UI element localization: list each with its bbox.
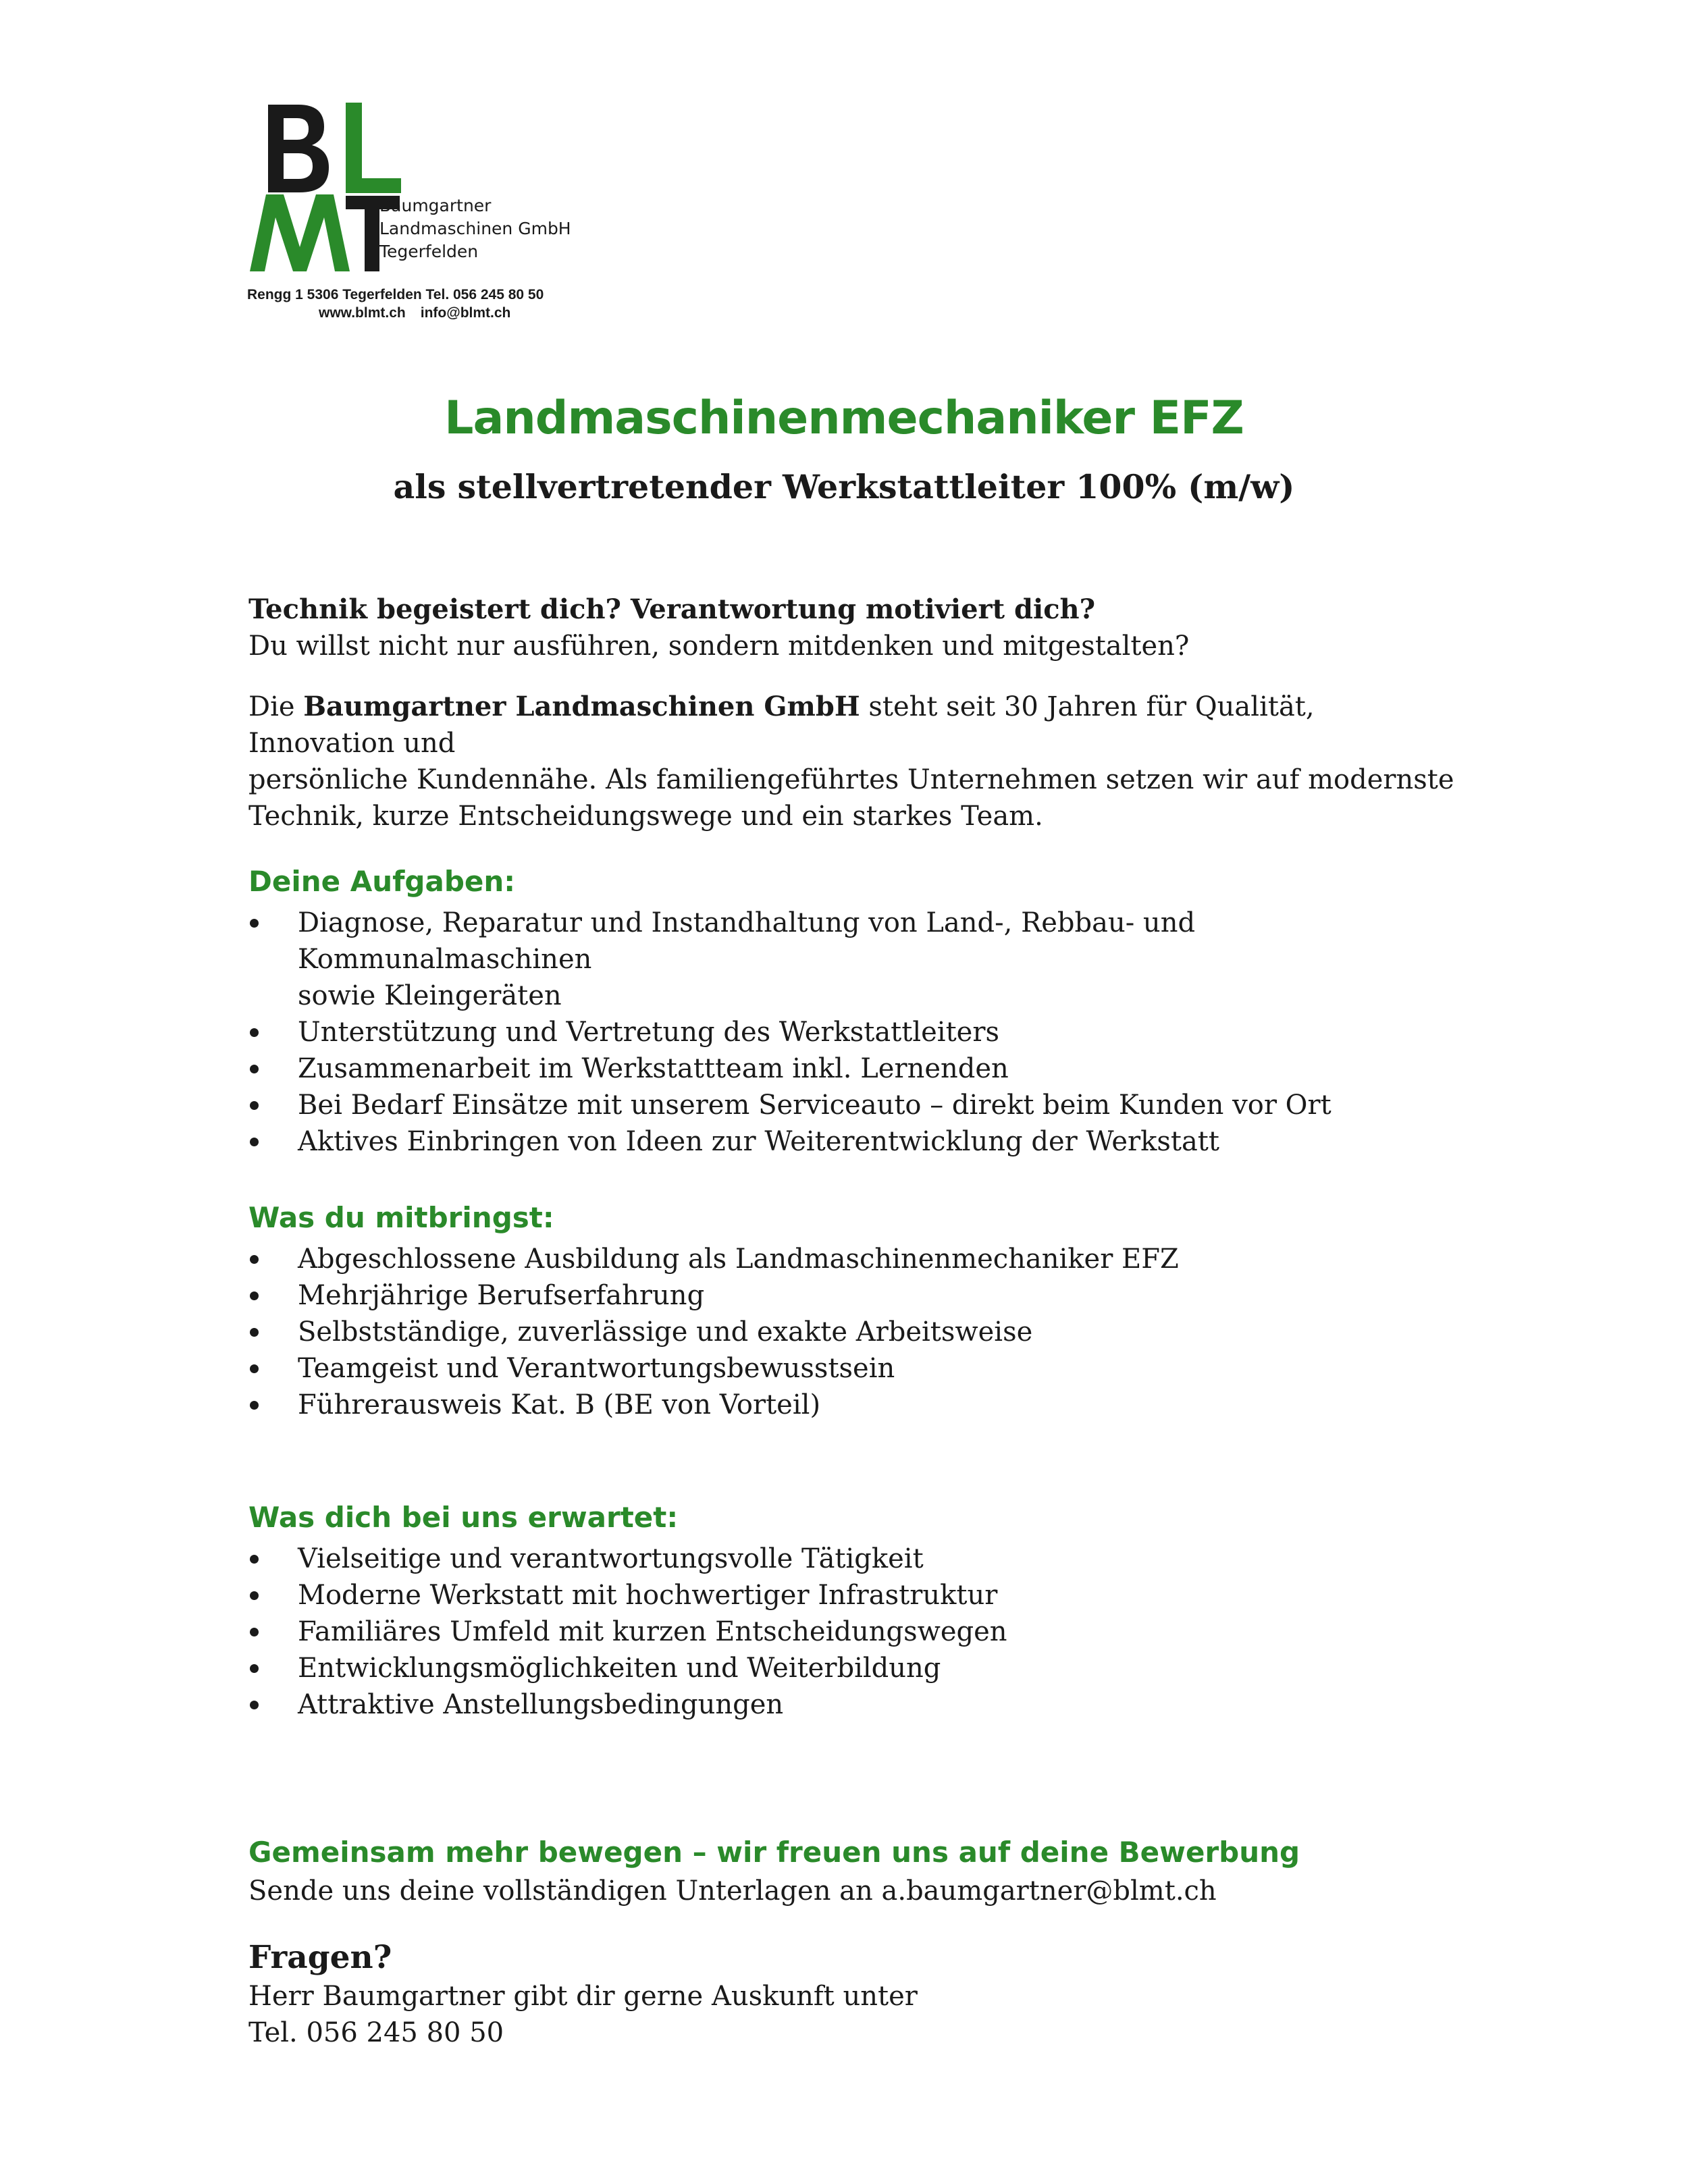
bullet-icon bbox=[250, 1291, 259, 1300]
list-item: Unterstützung und Vertretung des Werkstattleiters bbox=[248, 1014, 1464, 1050]
bullet-icon bbox=[250, 919, 259, 928]
company-logo bbox=[244, 95, 582, 324]
logo-address: Rengg 1 5306 Tegerfelden Tel. 056 245 80 50 bbox=[247, 287, 544, 302]
bullet-icon bbox=[250, 1101, 259, 1110]
list-item: Zusammenarbeit im Werkstattteam inkl. Lernenden bbox=[248, 1050, 1464, 1087]
bullet-icon bbox=[250, 1255, 259, 1264]
list-item: Teamgeist und Verantwortungsbewusstsein bbox=[248, 1350, 1464, 1387]
logo-letter-b bbox=[268, 105, 329, 192]
offer-heading: Was dich bei uns erwartet: bbox=[248, 1501, 679, 1534]
bullet-icon bbox=[250, 1664, 259, 1673]
bullet-icon bbox=[250, 1065, 259, 1073]
bullet-icon bbox=[250, 1555, 259, 1564]
bullet-icon bbox=[250, 1138, 259, 1146]
apply-heading: Gemeinsam mehr bewegen – wir freuen uns auf deine Bewerbung bbox=[248, 1836, 1300, 1869]
list-item: Diagnose, Reparatur und Instandhaltung von Land-, Rebbau- und Kommunalmaschinen sowie Kleingeräten bbox=[248, 905, 1464, 1014]
offer-section bbox=[248, 1499, 1464, 1723]
bullet-icon bbox=[250, 1328, 259, 1337]
apply-section bbox=[248, 1834, 1464, 1909]
questions-title: Fragen? bbox=[248, 1939, 392, 1976]
offer-list bbox=[248, 1541, 1464, 1723]
tasks-section bbox=[248, 863, 1464, 1160]
bullet-icon bbox=[250, 1028, 259, 1037]
tasks-list bbox=[248, 905, 1464, 1160]
list-item: Selbstständige, zuverlässige und exakte Arbeitsweise bbox=[248, 1314, 1464, 1350]
bullet-icon bbox=[250, 1701, 259, 1709]
apply-text: Sende uns deine vollständigen Unterlagen an a.baumgartner@blmt.ch bbox=[248, 1875, 1217, 1907]
bullet-icon bbox=[250, 1401, 259, 1410]
intro-block bbox=[248, 591, 1464, 664]
logo-company-name: Baumgartner Landmaschinen GmbH Tegerfelden bbox=[379, 196, 571, 261]
job-subtitle: als stellvertretender Werkstattleiter 100% (m/w) bbox=[393, 467, 1295, 506]
questions-line: Herr Baumgartner gibt dir gerne Auskunft unter bbox=[248, 1981, 918, 2012]
bullet-icon bbox=[250, 1364, 259, 1373]
logo-letter-m bbox=[250, 194, 350, 271]
requirements-section bbox=[248, 1199, 1464, 1423]
bullet-icon bbox=[250, 1628, 259, 1636]
logo-website: www.blmt.ch bbox=[319, 305, 406, 321]
list-item: Moderne Werkstatt mit hochwertiger Infrastruktur bbox=[248, 1577, 1464, 1614]
list-item: Bei Bedarf Einsätze mit unserem Serviceauto – direkt beim Kunden vor Ort bbox=[248, 1087, 1464, 1123]
job-title: Landmaschinenmechaniker EFZ bbox=[444, 392, 1244, 445]
intro-line: Du willst nicht nur ausführen, sondern mitdenken und mitgestalten? bbox=[248, 631, 1190, 662]
logo-letter-l bbox=[346, 103, 401, 193]
requirements-heading: Was du mitbringst: bbox=[248, 1201, 554, 1234]
questions-phone: Tel. 056 245 80 50 bbox=[248, 2017, 504, 2048]
list-item: Aktives Einbringen von Ideen zur Weiterentwicklung der Werkstatt bbox=[248, 1123, 1464, 1160]
list-item: Führerausweis Kat. B (BE von Vorteil) bbox=[248, 1387, 1464, 1423]
tasks-heading: Deine Aufgaben: bbox=[248, 865, 516, 898]
company-name: Baumgartner Landmaschinen GmbH bbox=[303, 691, 860, 722]
intro-question: Technik begeistert dich? Verantwortung motiviert dich? bbox=[248, 593, 1096, 625]
requirements-list bbox=[248, 1241, 1464, 1423]
questions-section bbox=[248, 1938, 1464, 2051]
list-item: Abgeschlossene Ausbildung als Landmaschinenmechaniker EFZ bbox=[248, 1241, 1464, 1277]
list-item: Mehrjährige Berufserfahrung bbox=[248, 1277, 1464, 1314]
list-item: Attraktive Anstellungsbedingungen bbox=[248, 1686, 1464, 1723]
bullet-icon bbox=[250, 1591, 259, 1600]
list-item: Entwicklungsmöglichkeiten und Weiterbildung bbox=[248, 1650, 1464, 1686]
list-item: Vielseitige und verantwortungsvolle Tätigkeit bbox=[248, 1541, 1464, 1577]
list-item: Familiäres Umfeld mit kurzen Entscheidungswegen bbox=[248, 1614, 1464, 1650]
logo-email: info@blmt.ch bbox=[420, 305, 511, 321]
company-description: Die Baumgartner Landmaschinen GmbH steht seit 30 Jahren für Qualität, Innovation und persönliche Kundennähe. Als familiengeführtes Unternehmen setzen wir auf modernste Technik, kurze Entscheidungswege und ein starkes Team. bbox=[248, 691, 1454, 832]
logo-contact bbox=[319, 305, 510, 321]
